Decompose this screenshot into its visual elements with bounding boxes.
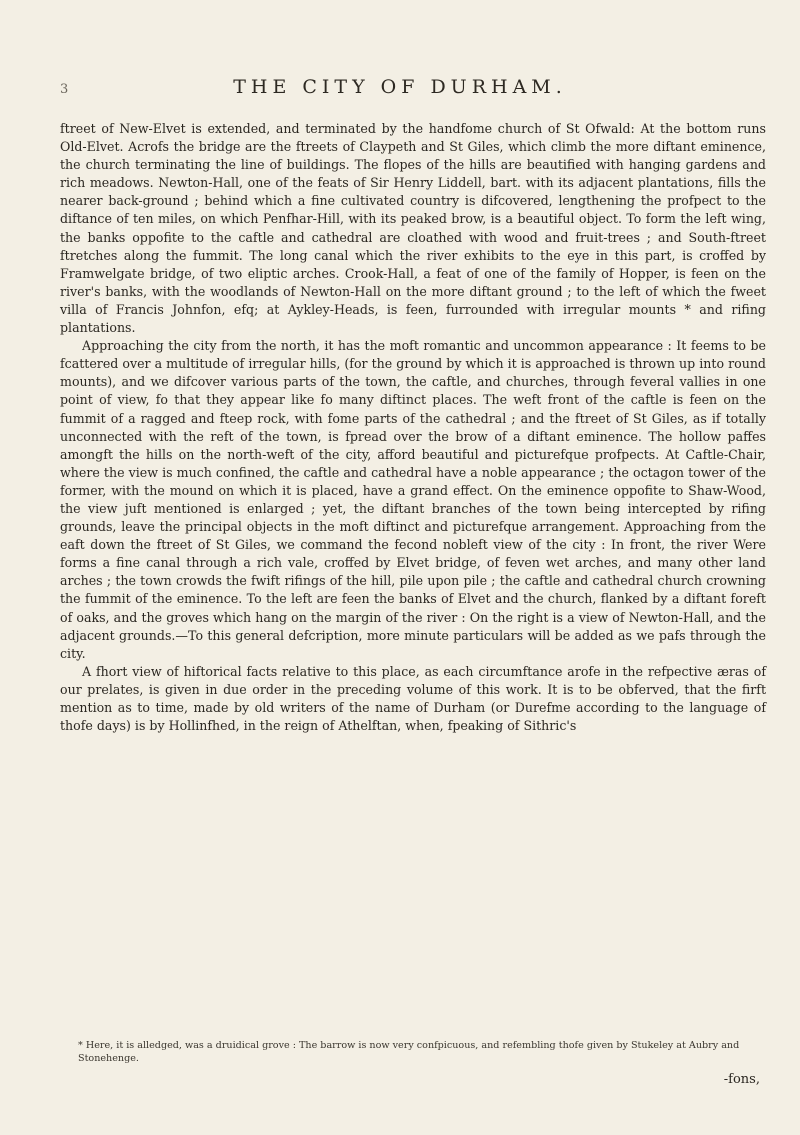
paragraph: ftreet of New-Elvet is extended, and terminated by the handfome church of St Ofwald: At the bottom runs Old-Elvet. Acrofs the bridge are the ftreets of Claypeth and St Giles, which climb the more diftant eminence, the church terminating the line of buildings. The flopes of the hills are beautified with hanging gardens and rich meadows. Newton-Hall, one of the feats of Sir Henry Liddell, bart. with its adjacent plantations, fills the nearer back-ground ; behind which a fine cultivated country is difcovered, lengthening the profpect to the diftance of ten miles, on which Penfhar-Hill, with its peaked brow, is a beautiful object. To form the left wing, the banks oppofite to the caftle and cathedral are cloathed with wood and fruit-trees ; and South-ftreet ftretches along the fummit. The long canal which the river exhibits to the eye in this part, is croffed by Framwelgate bridge, of two eliptic arches. Crook-Hall, a feat of one of the family of Hopper, is feen on the river's banks, with the woodlands of Newton-Hall on the more diftant ground ; to the left of which the fweet villa of Francis Johnfon, efq; at Aykley-Heads, is feen, furrounded with irregular mounts * and rifing plantations.	[60, 121, 766, 336]
paragraph: Approaching the city from the north, it has the moft romantic and uncommon appearance : It feems to be fcattered over a multitude of irregular hills, (for the ground by which it is approached is thrown up into round mounts), and we difcover various parts of the town, the caftle, and churches, through feveral vallies in one point of view, fo that they appear like fo many diftinct places. The weft front of the caftle is feen on the fummit of a ragged and fteep rock, with fome parts of the cathedral ; and the ftreet of St Giles, as if totally unconnected with the reft of the town, is fpread over the brow of a diftant eminence. The hollow paffes amongft the hills on the north-weft of the city, afford beautiful and picturefque profpects. At Caftle-Chair, where the view is much confined, the caftle and cathedral have a noble appearance ; the octagon tower of the former, with the mound on which it is placed, have a grand effect. On the eminence oppofite to Shaw-Wood, the view juft mentioned is enlarged ; yet, the diftant branches of the town being intercepted by rifing grounds, leave the principal objects in the moft diftinct and picturefque arrangement. Approaching from the eaft down the ftreet of St Giles, we command the fecond nobleft view of the city : In front, the river Were forms a fine canal through a rich vale, croffed by Elvet bridge, of feven wet arches, and many other land arches ; the town crowds the fwift rifings of the hill, pile upon pile ; the caftle and cathedral church crowning the fummit of the eminence. To the left are feen the banks of Elvet and the church, flanked by a diftant foreft of oaks, and the groves which hang on the margin of the river : On the right is a view of Newton-Hall, and the adjacent grounds.—To this general defcription, more minute particulars will be added as we pafs through the city.	[60, 338, 766, 661]
page-number: 3	[60, 82, 69, 97]
body-text	[60, 120, 766, 735]
running-head: THE CITY OF DURHAM.	[233, 76, 567, 98]
footnote: * Here, it is alledged, was a druidical grove : The barrow is now very confpicuous, and refembling thofe given by Stukeley at Aubry and Stonehenge.	[78, 1040, 740, 1064]
catchword: -fons,	[723, 1072, 760, 1087]
paragraph: A fhort view of hiftorical facts relative to this place, as each circumftance arofe in the refpective æras of our prelates, is given in due order in the preceding volume of this work. It is to be obferved, that the firft mention as to time, made by old writers of the name of Durham (or Durefme according to the language of thofe days) is by Hollinfhed, in the reign of Athelftan, when, fpeaking of Sithric's	[60, 663, 766, 734]
